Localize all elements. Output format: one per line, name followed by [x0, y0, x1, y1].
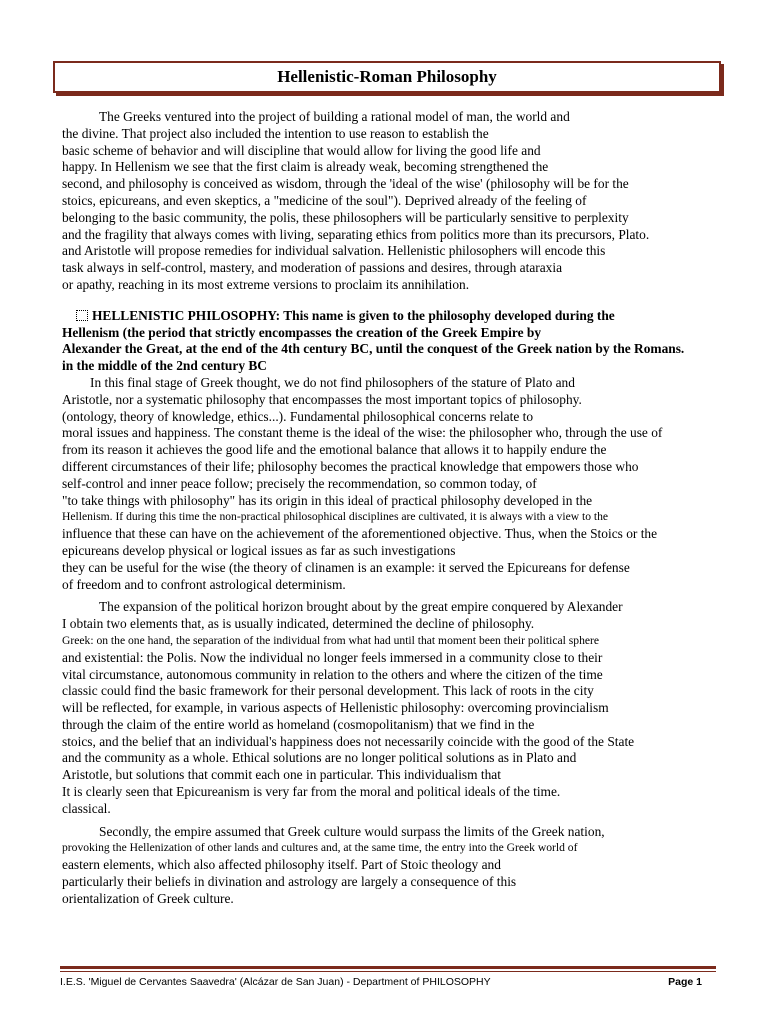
text-line: Hellenism (the period that strictly encompasses the creation of the Greek Empire by — [62, 324, 542, 340]
paragraph-expansion — [62, 599, 744, 817]
text-line: or apathy, reaching in its most extreme versions to proclaim its annihilation. — [62, 276, 470, 292]
text-line: vital circumstance, autonomous community in relation to the others and where the citizen of the time — [62, 666, 603, 682]
footer-divider — [60, 966, 716, 969]
text-line: Aristotle, but solutions that commit each one in particular. This individualism that — [62, 767, 501, 783]
text-line: provoking the Hellenization of other lands and cultures and, at the same time, the entry into the Greek world of — [62, 841, 578, 855]
text-line: particularly their beliefs in divination and astrology are largely a consequence of this — [62, 874, 517, 890]
text-line: and existential: the Polis. Now the individual no longer feels immersed in a community close to their — [62, 649, 603, 665]
paragraph-secondly — [62, 824, 744, 908]
text-line: Secondly, the empire assumed that Greek culture would surpass the limits of the Greek nation, — [99, 823, 605, 839]
text-line: I obtain two elements that, as is usually indicated, determined the decline of philosophy. — [62, 616, 535, 632]
text-line: basic scheme of behavior and will discipline that would allow for living the good life and — [62, 142, 541, 158]
text-line: Greek: on the one hand, the separation of the individual from what had until that moment been their political sphere — [62, 633, 600, 647]
title-box — [53, 61, 721, 93]
bullet-icon — [76, 310, 88, 321]
text-line: moral issues and happiness. The constant theme is the ideal of the wise: the philosopher who, through the use of — [62, 425, 663, 441]
paragraph-heading-hellenistic — [62, 308, 744, 375]
text-line: classical. — [62, 800, 111, 816]
text-line: will be reflected, for example, in various aspects of Hellenistic philosophy: overcoming provincialism — [62, 700, 609, 716]
text-line: Hellenism. If during this time the non-practical philosophical disciplines are cultivated, it is always with a view to the — [62, 510, 609, 524]
text-line: task always in self-control, mastery, and moderation of passions and desires, through ataraxia — [62, 260, 563, 276]
heading-text: HELLENISTIC PHILOSOPHY: This name is given to the philosophy developed during the — [92, 307, 615, 323]
text-line: "to take things with philosophy" has its origin in this ideal of practical philosophy developed in the — [62, 492, 593, 508]
text-line: influence that these can have on the achievement of the aforementioned objective. Thus, when the Stoics or the — [62, 526, 658, 542]
page-number: Page 1 — [668, 976, 702, 988]
text-line: Alexander the Great, at the end of the 4th century BC, until the conquest of the Greek nation by the Romans. — [62, 341, 685, 357]
text-line: orientalization of Greek culture. — [62, 890, 234, 906]
text-line: through the claim of the entire world as homeland (cosmopolitanism) that we find in the — [62, 716, 535, 732]
text-line: of freedom and to confront astrological determinism. — [62, 576, 346, 592]
text-line: and the community as a whole. Ethical solutions are no longer political solutions as in Plato and — [62, 750, 577, 766]
text-line: stoics, epicureans, and even skeptics, a "medicine of the soul"). Deprived already of the feeling of — [62, 192, 587, 208]
text-line: the divine. That project also included the intention to use reason to establish the — [62, 125, 489, 141]
text-line: second, and philosophy is conceived as wisdom, through the 'ideal of the wise' (philosophy will be for the — [62, 176, 629, 192]
text-line: belonging to the basic community, the polis, these philosophers will be particularly sensitive to perplexity — [62, 209, 629, 225]
paragraph-final-stage — [62, 375, 744, 593]
text-line: The Greeks ventured into the project of building a rational model of man, the world and — [99, 109, 570, 124]
page-title: Hellenistic-Roman Philosophy — [277, 67, 497, 86]
text-line: In this final stage of Greek thought, we do not find philosophers of the stature of Plato and — [90, 374, 575, 390]
text-line: they can be useful for the wise (the theory of clinamen is an example: it served the Epicureans for defense — [62, 559, 630, 575]
text-line: from its reason it achieves the good life and the emotional balance that allows it to happily endure the — [62, 442, 607, 458]
text-line: in the middle of the 2nd century BC — [62, 358, 267, 374]
text-line: self-control and inner peace follow; precisely the recommendation, so common today, of — [62, 475, 537, 491]
footer-institution: I.E.S. 'Miguel de Cervantes Saavedra' (Alcázar de San Juan) - Department of PHILOSOPHY — [60, 976, 491, 988]
text-line: and Aristotle will propose remedies for individual salvation. Hellenistic philosophers will encode this — [62, 243, 606, 259]
text-line — [62, 308, 744, 325]
text-line: happy. In Hellenism we see that the first claim is already weak, becoming strengthened the — [62, 159, 549, 175]
text-line: The expansion of the political horizon brought about by the great empire conquered by Alexander — [99, 599, 623, 615]
text-line: classic could find the basic framework for their personal development. This lack of roots in the city — [62, 683, 594, 699]
text-line: epicureans develop physical or logical issues as far as such investigations — [62, 542, 456, 558]
text-line: different circumstances of their life; philosophy becomes the practical knowledge that empowers those who — [62, 458, 639, 474]
footer-divider-thin — [60, 971, 716, 972]
text-line: (ontology, theory of knowledge, ethics...). Fundamental philosophical concerns relate to — [62, 408, 534, 424]
text-line: Aristotle, nor a systematic philosophy that encompasses the most important topics of philosophy. — [62, 391, 582, 407]
document-body — [62, 109, 744, 908]
text-line: stoics, and the belief that an individual's happiness does not necessarily coincide with the good of the State — [62, 733, 635, 749]
text-line: eastern elements, which also affected philosophy itself. Part of Stoic theology and — [62, 857, 501, 873]
text-line: and the fragility that always comes with living, separating ethics from politics more than its precursors, Plato. — [62, 226, 650, 242]
paragraph-intro — [62, 109, 744, 294]
text-line: It is clearly seen that Epicureanism is very far from the moral and political ideals of the time. — [62, 784, 561, 800]
